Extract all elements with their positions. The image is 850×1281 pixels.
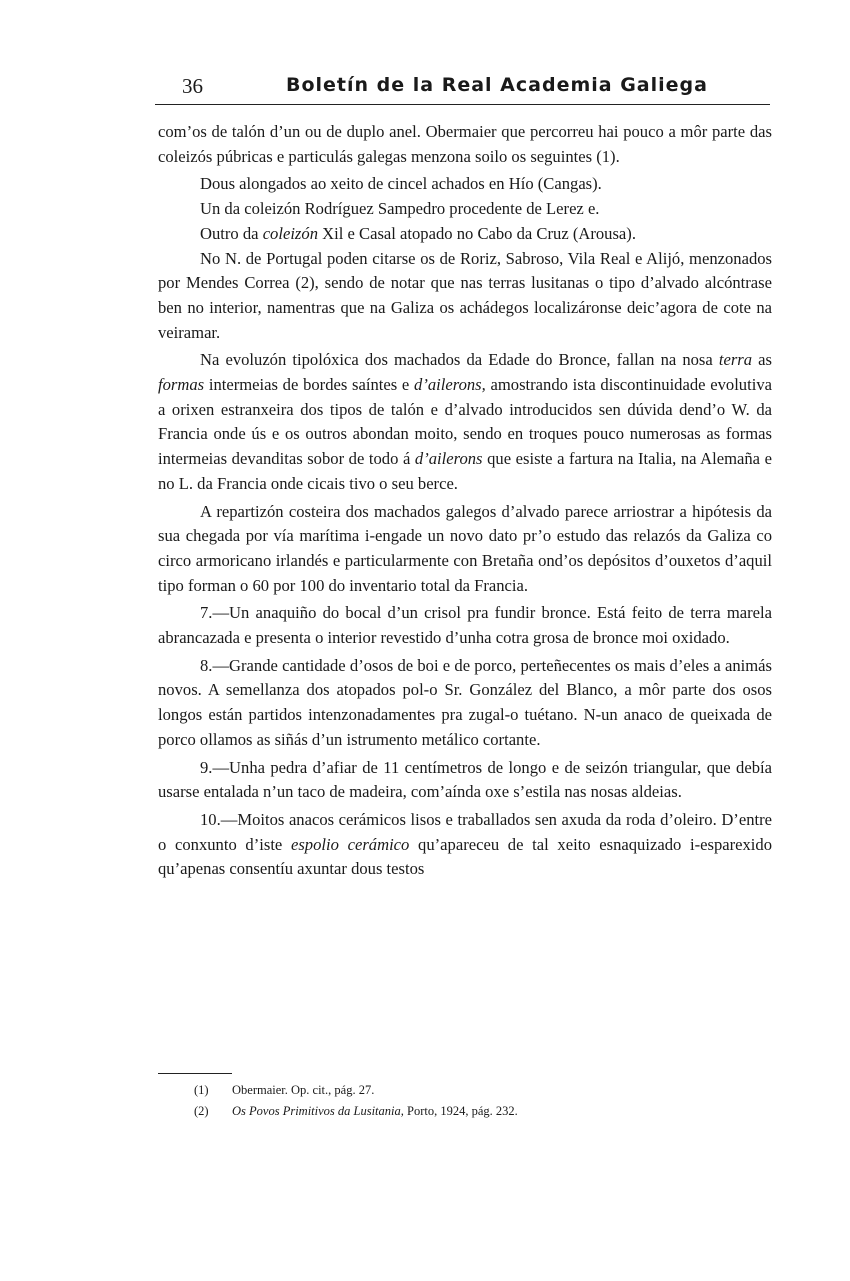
italic-run: d’ailerons, bbox=[414, 375, 486, 395]
body-text bbox=[158, 120, 772, 882]
footnote-rule bbox=[158, 1073, 232, 1074]
paragraph: 9.—Unha pedra d’afiar de 11 centímetros de longo e de seizón triangular, que debía usarse entalada n’un taco de madeira, com’aínda oxe s’estila nas nosas aldeias. bbox=[158, 757, 772, 802]
footnote-mark: (1) bbox=[194, 1083, 209, 1097]
running-title: Boletín de la Real Academia Galiega bbox=[286, 74, 708, 96]
text-run: Xil e Casal atopado no Cabo da Cruz (Arousa). bbox=[318, 223, 636, 243]
paragraph: Dous alongados ao xeito de cincel achados en Hío (Cangas). bbox=[200, 174, 602, 194]
footnote-2 bbox=[194, 1101, 754, 1122]
paragraph: Un da coleizón Rodríguez Sampedro procedente de Lerez e. bbox=[200, 199, 600, 219]
paragraph bbox=[158, 222, 772, 247]
text-run: 10.—Moitos anacos cerámicos lisos e traballados sen axuda da roda d’oleiro. D’entre o conxunto d’iste bbox=[158, 809, 772, 854]
italic-run: terra bbox=[718, 350, 753, 370]
italic-run: d’ailerons bbox=[414, 449, 483, 469]
footnote-mark: (2) bbox=[194, 1104, 209, 1118]
italic-run: espolio cerámico bbox=[290, 834, 410, 854]
text-run: qu’apareceu de tal xeito esnaquizado i-esparexido qu’apenas consentíu axuntar dous testos bbox=[158, 834, 772, 879]
page-number: 36 bbox=[182, 74, 203, 98]
text-run: Outro da bbox=[200, 223, 263, 243]
paragraph: 8.—Grande cantidade d’osos de boi e de porco, perteñecentes os mais d’eles a animás novos. A semellanza dos atopados pol-o Sr. González del Blanco, a môr parte dos osos longos están partidos intenzonadamentes pra zugal-o tuétano. N-un anaco de queixada de porco ollamos as siñás d’un istrumento metálico cortante. bbox=[158, 655, 772, 749]
page-header bbox=[160, 74, 770, 102]
italic-run: coleizón bbox=[262, 223, 318, 243]
paragraph bbox=[158, 808, 772, 882]
paragraph bbox=[158, 348, 772, 496]
paragraph: No N. de Portugal poden citarse os de Roriz, Sabroso, Vila Real e Alijó, menzonados por Mendes Correa (2), sendo de notar que nas terras lusitanas o tipo d’alvado alcóntrase ben no interior, namentras que na Galiza os achádegos localizáronse deic’agora de cote na veiramar. bbox=[158, 248, 772, 342]
text-run: as bbox=[752, 350, 772, 370]
text-run: que esiste a fartura na Italia, na Alemaña e no L. da Francia onde cicais tivo o seu berce. bbox=[158, 449, 772, 493]
text-run: Na evoluzón tipolóxica dos machados da Edade do Bronce, fallan na nosa bbox=[200, 350, 719, 370]
footnote-text: Obermaier. Op. cit., pág. 27. bbox=[232, 1083, 375, 1097]
paragraph: 7.—Un anaquiño do bocal d’un crisol pra fundir bronce. Está feito de terra marela abrancazada e presenta o interior revestido d’unha cotra grosa de bronce moi oxidado. bbox=[158, 603, 772, 648]
text-run: amostrando ista discontinuidade evolutiva a orixen estranxeira dos tipos de talón e d’alvado introducidos sen dúvida dend’o W. da Francia onde ús e os outros abondan moito, sendo en troques pouco numerosas as formas intermeias devanditas sobor de todo á bbox=[158, 375, 772, 469]
footnote-text: Porto, 1924, pág. 232. bbox=[403, 1104, 518, 1118]
footnotes bbox=[194, 1080, 754, 1122]
header-rule bbox=[155, 104, 770, 105]
paragraph: com’os de talón d’un ou de duplo anel. Obermaier que percorreu hai pouco a môr parte das coleizós púbricas e particulás galegas menzona soilo os seguintes (1). bbox=[158, 122, 772, 166]
italic-run: formas bbox=[158, 375, 205, 395]
footnote-1 bbox=[194, 1080, 754, 1101]
text-run: intermeias de bordes saíntes e bbox=[204, 375, 415, 395]
paragraph: A repartizón costeira dos machados galegos d’alvado parece arriostrar a hipótesis da sua chegada por vía marítima i-engade un novo dato pr’o estudo das relazós da Galiza co circo armoricano irlandés e particularmente con Bretaña ond’os depósitos d’ouxetos d’aquil tipo forman o 60 por 100 do inventario total da Francia. bbox=[158, 501, 772, 595]
footnote-title: Os Povos Primitivos da Lusitania, bbox=[232, 1104, 404, 1118]
